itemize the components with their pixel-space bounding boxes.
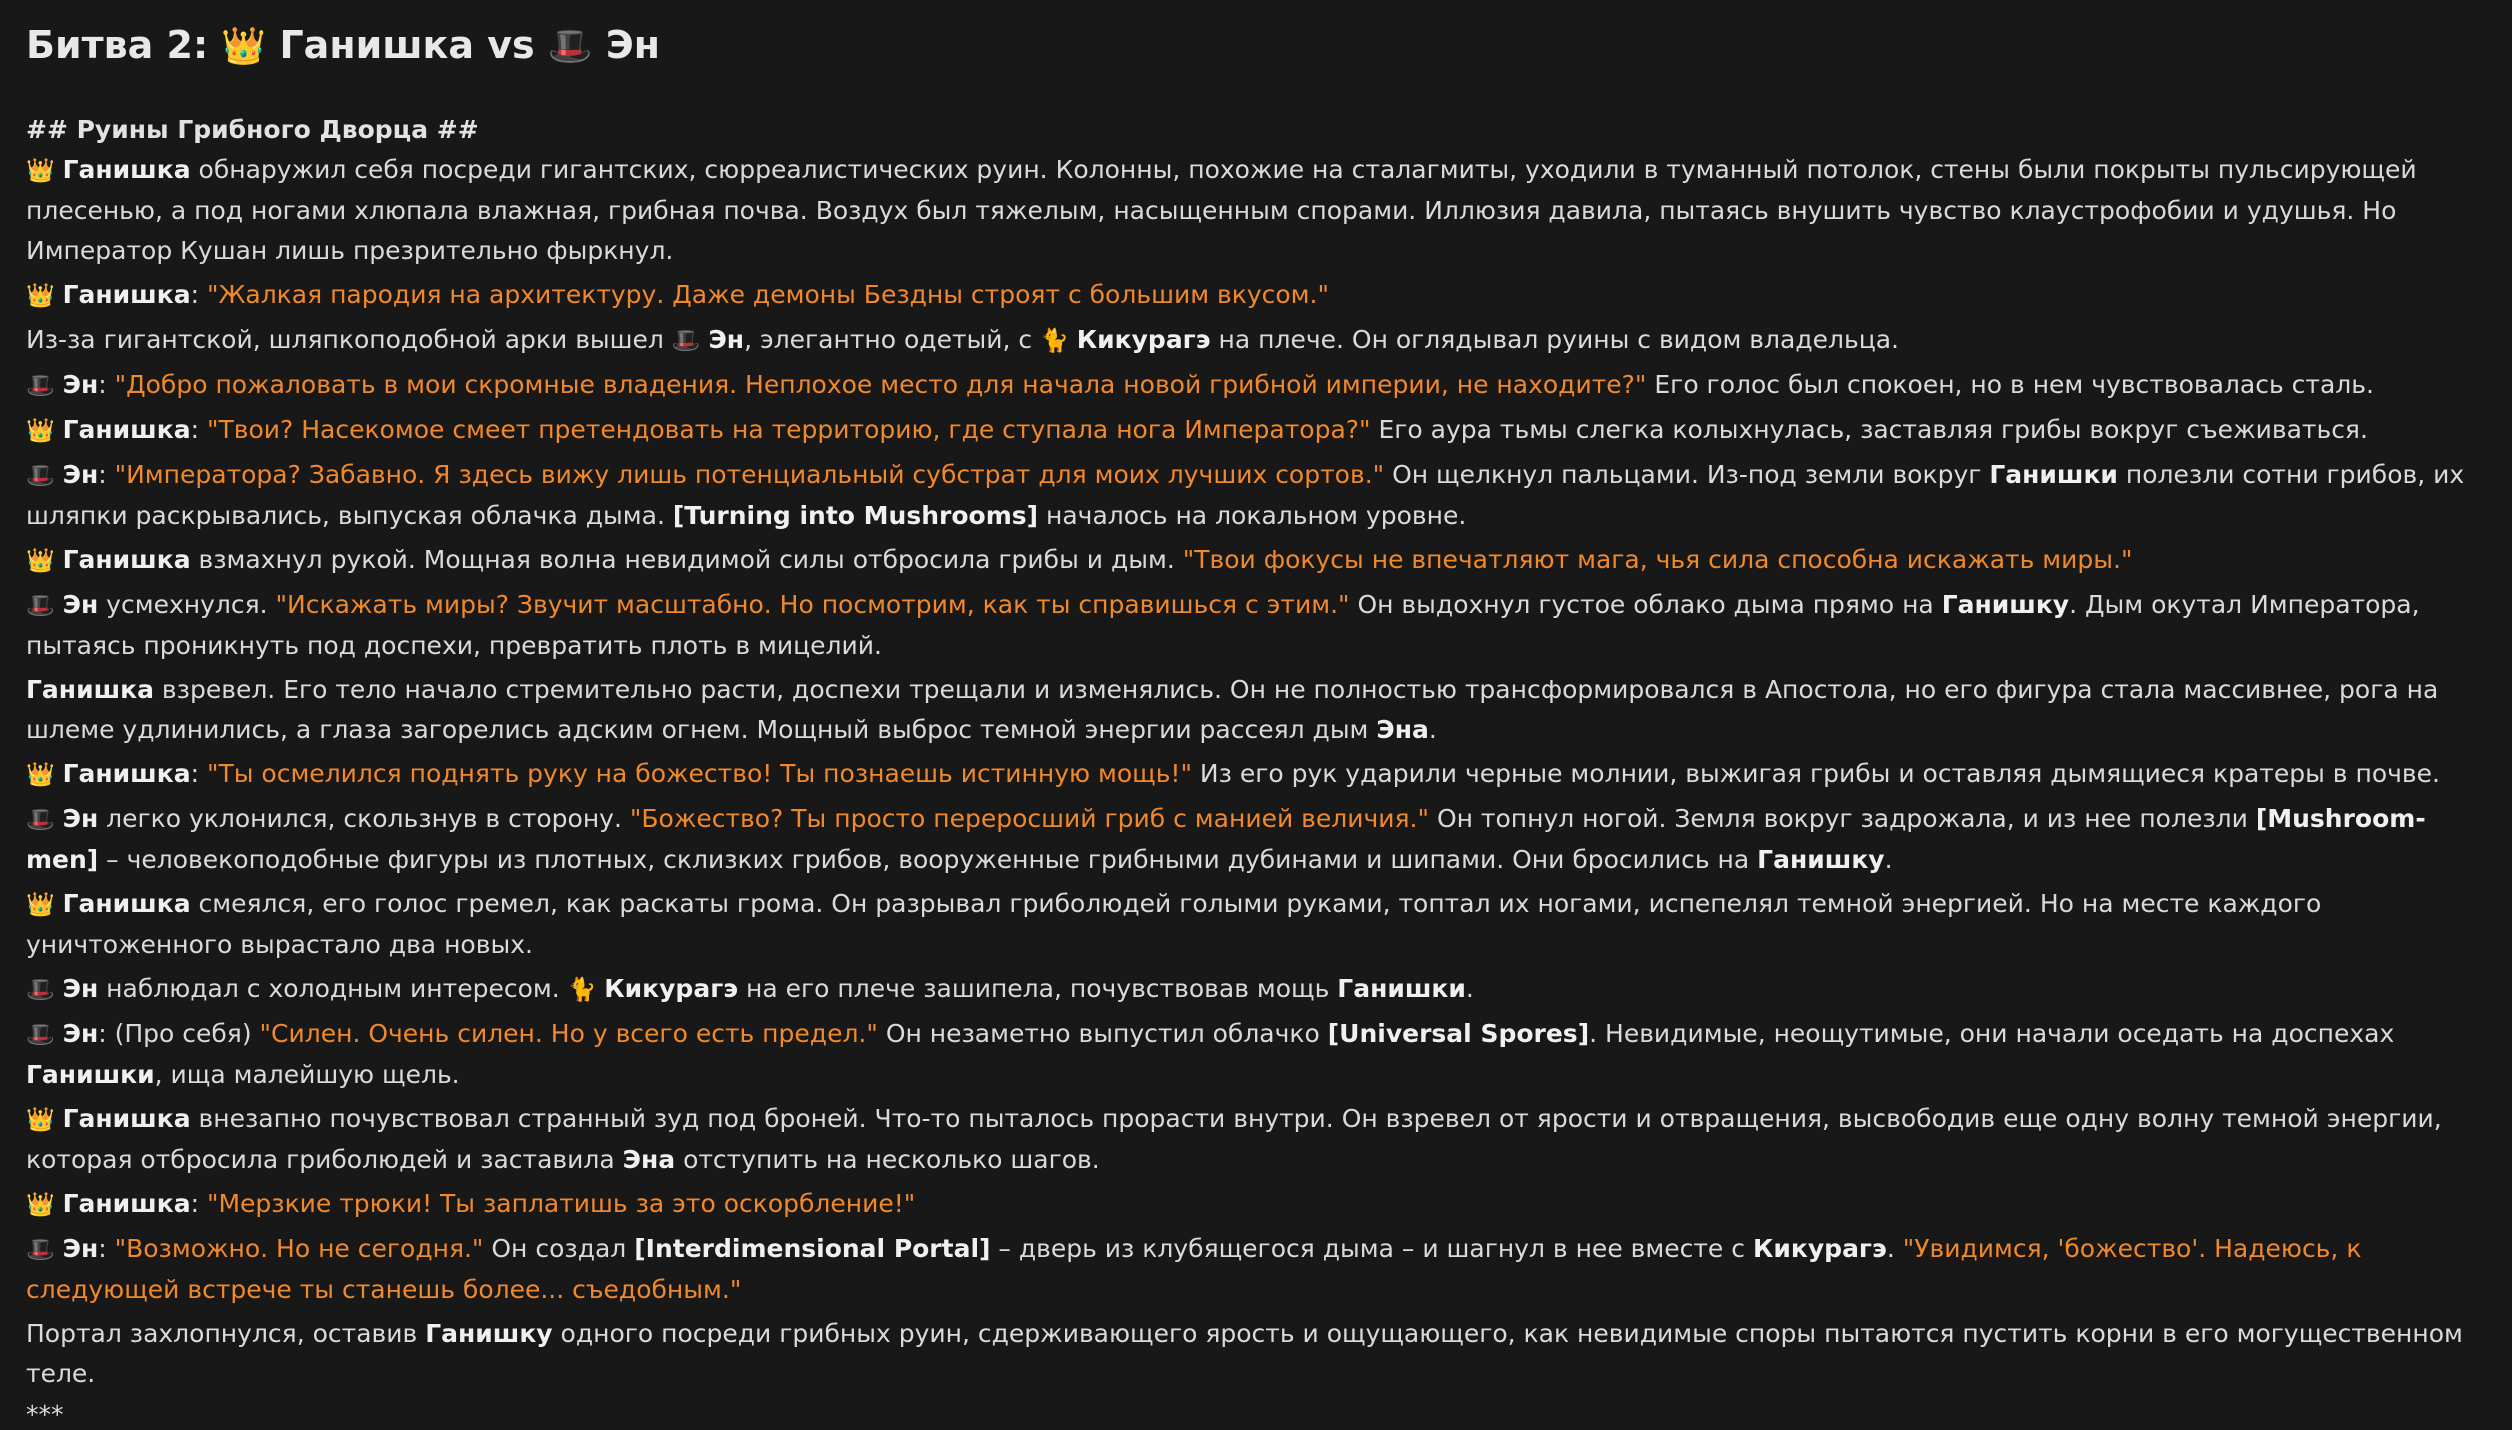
story-paragraph (26, 585, 2496, 666)
narration-text: внезапно почувствовал странный зуд под броней. Что-то пыталось прорасти внутри. Он взревел от ярости и отвращения, высвободив еще одну волну темной энергии, которая отбросила гриболюдей и заставила (26, 1104, 2450, 1174)
character-name: [Mushroom-men] (26, 804, 2426, 874)
narration-text: Он выдохнул густое облако дыма прямо на (1349, 590, 1942, 619)
narration-text: отступить на несколько шагов. (675, 1145, 1100, 1174)
dialogue-quote: "Божество? Ты просто переросший гриб с манией величия." (629, 804, 1429, 833)
crown-icon: 👑 (26, 1107, 55, 1133)
narration-text (55, 415, 63, 444)
dialogue-quote: "Силен. Очень силен. Но у всего есть предел." (259, 1019, 878, 1048)
battle-title (26, 20, 2496, 70)
character-name: Ганишка (62, 759, 191, 788)
narration-text (55, 1189, 63, 1218)
narration-text: : (98, 370, 115, 399)
crown-icon: 👑 (26, 158, 55, 184)
character-name: Эн (62, 590, 99, 619)
character-name: Ганишки (1989, 460, 2118, 489)
narration-text (55, 370, 63, 399)
story-paragraph (26, 1184, 2496, 1225)
narration-text: смеялся, его голос гремел, как раскаты грома. Он разрывал гриболюдей голыми руками, топтал их ногами, испепелял темной энергией. Но на месте каждого уничтоженного вырастало два новых. (26, 889, 2330, 959)
character-name: Кикурагэ (1752, 1234, 1887, 1263)
narration-text: началось на локальном уровне. (1038, 501, 1467, 530)
story-paragraph (26, 799, 2496, 880)
narration-text (55, 1234, 63, 1263)
character-name: Эн (62, 370, 99, 399)
narration-text (55, 590, 63, 619)
narration-text (55, 759, 63, 788)
narration-text (55, 1019, 63, 1048)
top-hat-icon: 🎩 (671, 328, 701, 354)
narration-text: : (190, 759, 207, 788)
character-name: Ганишка (26, 675, 154, 704)
title-fighter-2: Эн (592, 23, 661, 67)
narration-text (55, 460, 63, 489)
crown-icon: 👑 (26, 548, 55, 574)
story-paragraph (26, 1014, 2496, 1095)
story-paragraph (26, 1229, 2496, 1310)
story-paragraph (26, 455, 2496, 536)
narration-text (55, 155, 63, 184)
top-hat-icon: 🎩 (26, 977, 55, 1003)
crown-icon: 👑 (26, 892, 55, 918)
character-name: [Interdimensional Portal] (634, 1234, 991, 1263)
character-name: Кикурагэ (604, 974, 739, 1003)
dialogue-quote: "Возможно. Но не сегодня." (114, 1234, 484, 1263)
narration-text: , ища малейшую щель. (154, 1060, 460, 1089)
story-paragraph (26, 1314, 2496, 1394)
narration-text: Из его рук ударили черные молнии, выжигая грибы и оставляя дымящиеся кратеры в почве. (1191, 759, 2440, 788)
crown-icon: 👑 (26, 1192, 55, 1218)
narration-text: Портал захлопнулся, оставив (26, 1319, 426, 1348)
narration-text: Он незаметно выпустил облачко (877, 1019, 1328, 1048)
character-name: Ганишка (62, 155, 191, 184)
crown-icon: 👑 (221, 26, 267, 67)
narration-text: , элегантно одетый, с (744, 325, 1041, 354)
narration-text: одного посреди грибных руин, сдерживающего ярость и ощущающего, как невидимые споры пытаются пустить корни в его могущественном теле. (26, 1319, 2471, 1388)
character-name: Ганишка (62, 1104, 191, 1133)
narration-text: Его аура тьмы слегка колыхнулась, заставляя грибы вокруг съеживаться. (1370, 415, 2368, 444)
narration-text: наблюдал с холодным интересом. (98, 974, 568, 1003)
character-name: Эн (62, 460, 99, 489)
character-name: Ганишку (1757, 845, 1885, 874)
narration-text: Он топнул ногой. Земля вокруг задрожала, и из нее полезли (1429, 804, 2256, 833)
dialogue-quote: "Твои? Насекомое смеет претендовать на территорию, где ступала нога Императора?" (206, 415, 1371, 444)
dialogue-quote: "Жалкая пародия на архитектуру. Даже демоны Бездны строят с большим вкусом." (206, 280, 1329, 309)
title-fighter-1: Ганишка vs (266, 23, 548, 67)
narration-text: . (1886, 1234, 1903, 1263)
character-name: Ганишка (62, 415, 191, 444)
narration-text (1069, 325, 1077, 354)
narration-text (55, 974, 63, 1003)
narration-text: . Дым окутал Императора, пытаясь проникнуть под доспехи, превратить плоть в мицелий. (26, 590, 2428, 660)
story-paragraph (26, 275, 2496, 316)
character-name: Эна (622, 1145, 676, 1174)
dialogue-quote: "Твои фокусы не впечатляют мага, чья сила способна искажать миры." (1182, 545, 2133, 574)
character-name: [Universal Spores] (1327, 1019, 1590, 1048)
narration-text (55, 280, 63, 309)
cat-icon: 🐈 (1040, 328, 1069, 354)
character-name: Эн (708, 325, 745, 354)
narration-text: : (98, 460, 115, 489)
crown-icon: 👑 (26, 283, 55, 309)
story-paragraph (26, 150, 2496, 271)
top-hat-icon: 🎩 (26, 1237, 55, 1263)
narration-text: на плече. Он оглядывал руины с видом владельца. (1210, 325, 1900, 354)
narration-text (55, 889, 63, 918)
narration-text: Из-за гигантской, шляпкоподобной арки вышел (26, 325, 672, 354)
character-name: Эн (62, 1019, 99, 1048)
character-name: Ганишку (425, 1319, 553, 1348)
character-name: Эн (62, 1234, 99, 1263)
story-paragraph (26, 670, 2496, 750)
character-name: Ганишки (1337, 974, 1466, 1003)
narration-text: взмахнул рукой. Мощная волна невидимой силы отбросила грибы и дым. (190, 545, 1183, 574)
top-hat-icon: 🎩 (26, 1022, 55, 1048)
narration-text: . (1884, 845, 1893, 874)
character-name: Эн (62, 974, 99, 1003)
story-paragraph (26, 320, 2496, 361)
story-paragraph (26, 410, 2496, 451)
narration-text: : (Про себя) (98, 1019, 260, 1048)
narration-text (55, 545, 63, 574)
dialogue-quote: "Искажать миры? Звучит масштабно. Но посмотрим, как ты справишься с этим." (275, 590, 1350, 619)
crown-icon: 👑 (26, 762, 55, 788)
title-prefix: Битва 2: (26, 23, 222, 67)
character-name: [Turning into Mushrooms] (672, 501, 1039, 530)
top-hat-icon: 🎩 (547, 26, 593, 67)
narration-text: : (98, 1234, 115, 1263)
narration-text: усмехнулся. (98, 590, 276, 619)
story-container (26, 20, 2496, 1430)
character-name: Эна (1376, 715, 1429, 744)
story-body (26, 150, 2496, 1394)
story-paragraph (26, 1099, 2496, 1180)
character-name: Ганишка (62, 889, 191, 918)
story-paragraph (26, 884, 2496, 965)
narration-text: – человекоподобные фигуры из плотных, склизких грибов, вооруженные грибными дубинами и шипами. Они бросились на (98, 845, 1758, 874)
narration-text: взревел. Его тело начало стремительно расти, доспехи трещали и изменялись. Он не полностью трансформировался в Апостола, но его фигура стала массивнее, рога на шлеме удлинились, а глаза загорелись адским огнем. Мощный выброс темной энергии рассеял дым (26, 675, 2447, 744)
dialogue-quote: "Ты осмелился поднять руку на божество! Ты познаешь истинную мощь!" (206, 759, 1192, 788)
dialogue-quote: "Добро пожаловать в мои скромные владения. Неплохое место для начала новой грибной империи, не находите?" (114, 370, 1647, 399)
narration-text: : (190, 1189, 207, 1218)
top-hat-icon: 🎩 (26, 807, 55, 833)
narration-text: Его голос был спокоен, но в нем чувствовалась сталь. (1646, 370, 2374, 399)
narration-text: легко уклонился, скользнув в сторону. (98, 804, 630, 833)
narration-text: Он щелкнул пальцами. Из-под земли вокруг (1384, 460, 1990, 489)
character-name: Ганишки (26, 1060, 155, 1089)
character-name: Ганишка (62, 545, 191, 574)
narration-text: Он создал (483, 1234, 635, 1263)
top-hat-icon: 🎩 (26, 593, 55, 619)
narration-text: . Невидимые, неощутимые, они начали оседать на доспехах (1589, 1019, 2403, 1048)
scene-heading: ## Руины Грибного Дворца ## (26, 115, 479, 144)
narration-text: обнаружил себя посреди гигантских, сюрреалистических руин. Колонны, похожие на сталагмиты, уходили в туманный потолок, стены были покрыты пульсирующей плесенью, а под ногами хлюпала влажная, грибная почва. Воздух был тяжелым, насыщенным спорами. Иллюзия давила, пытаясь внушить чувство клаустрофобии и удушья. Но Император Кушан лишь презрительно фыркнул. (26, 155, 2425, 265)
narration-text: – дверь из клубящегося дыма – и шагнул в нее вместе с (990, 1234, 1753, 1263)
dialogue-quote: "Увидимся, 'божество'. Надеюсь, к следующей встрече ты станешь более... съедобным." (26, 1234, 2370, 1304)
character-name: Эн (62, 804, 99, 833)
dialogue-quote: "Императора? Забавно. Я здесь вижу лишь потенциальный субстрат для моих лучших сортов." (114, 460, 1385, 489)
character-name: Ганишка (62, 280, 191, 309)
narration-text: : (190, 415, 207, 444)
character-name: Кикурагэ (1076, 325, 1211, 354)
dialogue-quote: "Мерзкие трюки! Ты заплатишь за это оскорбление!" (206, 1189, 916, 1218)
narration-text: . (1428, 715, 1437, 744)
character-name: Ганишку (1941, 590, 2070, 619)
story-paragraph (26, 365, 2496, 406)
character-name: Ганишка (62, 1189, 191, 1218)
story-paragraph (26, 754, 2496, 795)
story-paragraph (26, 540, 2496, 581)
story-paragraph (26, 969, 2496, 1010)
top-hat-icon: 🎩 (26, 373, 55, 399)
crown-icon: 👑 (26, 418, 55, 444)
narration-text: . (1465, 974, 1474, 1003)
top-hat-icon: 🎩 (26, 463, 55, 489)
narration-text: полезли сотни грибов, их шляпки раскрывались, выпуская облачка дыма. (26, 460, 2473, 530)
cat-icon: 🐈 (567, 977, 597, 1003)
narration-text (55, 804, 63, 833)
narration-text: : (190, 280, 207, 309)
narration-text: на его плече зашипела, почувствовав мощь (738, 974, 1338, 1003)
narration-text (55, 1104, 63, 1133)
section-divider: *** (26, 1400, 64, 1429)
